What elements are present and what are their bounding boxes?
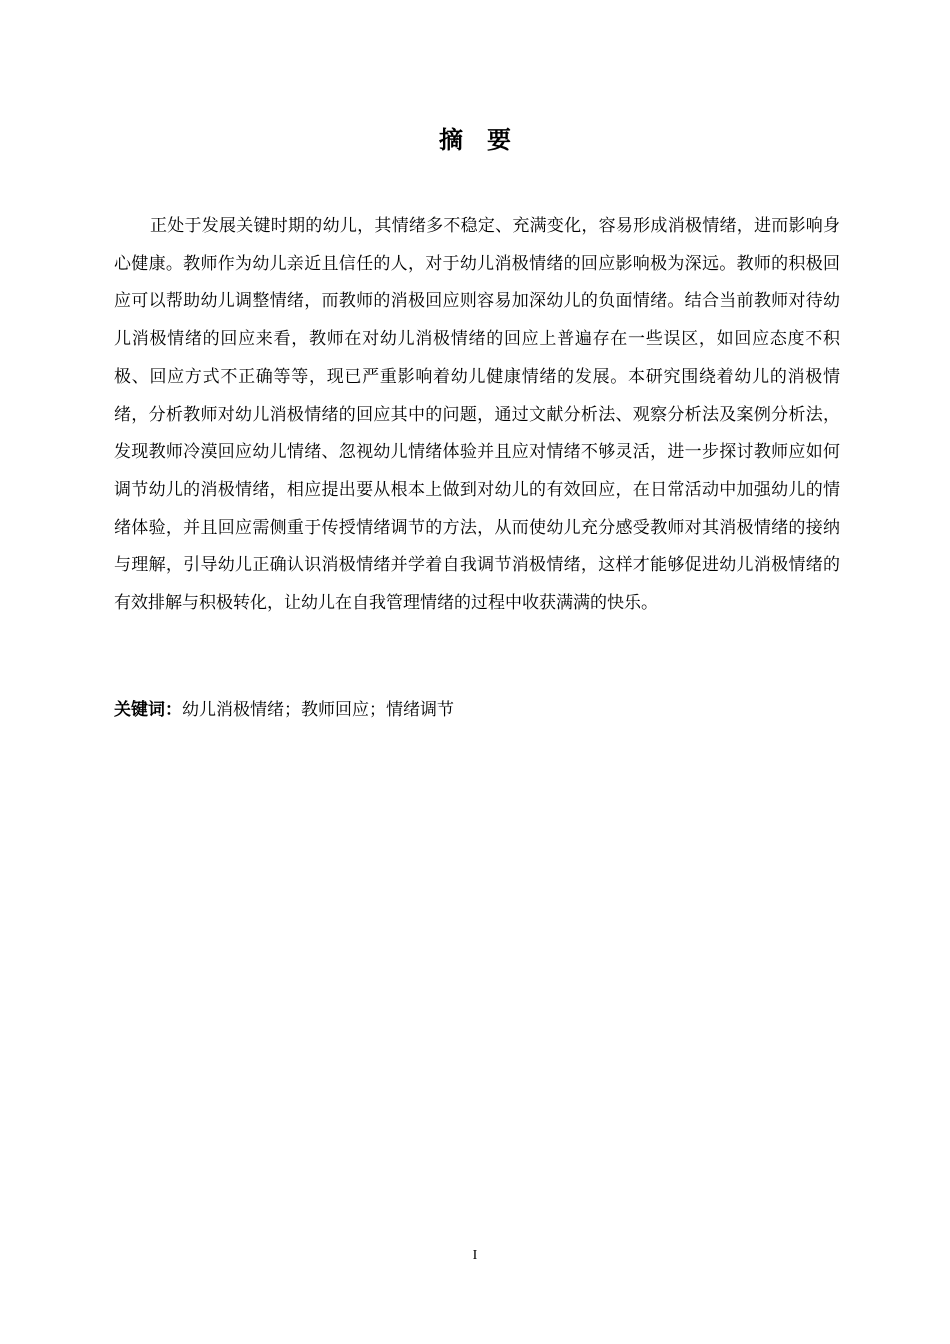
- keywords-line: [114, 692, 840, 729]
- keywords-label: 关键词：: [114, 700, 182, 720]
- abstract-paragraph: 正处于发展关键时期的幼儿，其情绪多不稳定、充满变化，容易形成消极情绪，进而影响身心健康。教师作为幼儿亲近且信任的人，对于幼儿消极情绪的回应影响极为深远。教师的积极回应可以帮助幼儿调整情绪，而教师的消极回应则容易加深幼儿的负面情绪。结合当前教师对待幼儿消极情绪的回应来看，教师在对幼儿消极情绪的回应上普遍存在一些误区，如回应态度不积极、回应方式不正确等等，现已严重影响着幼儿健康情绪的发展。本研究围绕着幼儿的消极情绪，分析教师对幼儿消极情绪的回应其中的问题，通过文献分析法、观察分析法及案例分析法，发现教师冷漠回应幼儿情绪、忽视幼儿情绪体验并且应对情绪不够灵活，进一步探讨教师应如何调节幼儿的消极情绪，相应提出要从根本上做到对幼儿的有效回应，在日常活动中加强幼儿的情绪体验，并且回应需侧重于传授情绪调节的方法，从而使幼儿充分感受教师对其消极情绪的接纳与理解，引导幼儿正确认识消极情绪并学着自我调节消极情绪，这样才能够促进幼儿消极情绪的有效排解与积极转化，让幼儿在自我管理情绪的过程中收获满满的快乐。: [114, 216, 840, 614]
- keywords-text: 幼儿消极情绪；教师回应；情绪调节: [182, 700, 454, 720]
- page-number: I: [472, 1248, 478, 1263]
- abstract-title: 摘要: [439, 126, 535, 154]
